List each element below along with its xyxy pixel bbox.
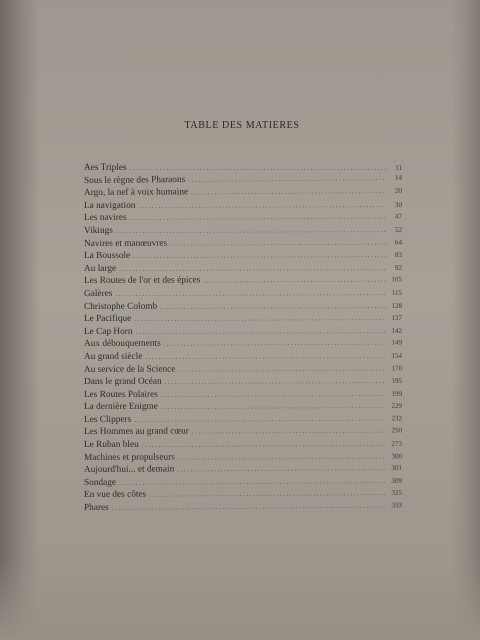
table-of-contents-page — [62, 100, 422, 540]
dot-leader — [112, 499, 386, 514]
gutter-shadow — [0, 0, 40, 640]
toc-entry-title: Le Ruban bleu — [83, 439, 139, 451]
toc-entry-page-number: 14 — [394, 173, 403, 182]
toc-entry-title: Galères — [83, 288, 113, 299]
toc-entry — [84, 274, 402, 288]
dot-leader — [130, 211, 386, 225]
toc-entry — [84, 375, 402, 389]
toc-entry-page-number: 47 — [394, 212, 403, 221]
toc-entry-page-number: 195 — [391, 376, 403, 386]
page-edge — [452, 0, 480, 640]
toc-entry-title: Les navires — [83, 213, 127, 224]
dot-leader — [161, 388, 386, 401]
toc-entry-title: La navigation — [83, 200, 136, 211]
toc-entry-title: Argo, la nef à voix humaine — [83, 187, 189, 199]
toc-entry-title: Les Routes de l'or et des épices — [83, 275, 201, 287]
toc-entry — [84, 211, 402, 225]
toc-entry-page-number: 30 — [394, 200, 403, 209]
dot-leader — [177, 462, 386, 476]
toc-entry — [84, 499, 402, 514]
toc-entry-title: Christophe Colomb — [83, 301, 158, 312]
toc-entry-page-number: 11 — [395, 164, 402, 172]
toc-entry-page-number: 300 — [391, 451, 403, 461]
toc-entry — [84, 249, 402, 263]
dot-leader — [178, 362, 386, 376]
toc-entry — [84, 425, 402, 439]
dot-leader — [142, 438, 386, 451]
toc-heading: TABLE DES MATIERES — [184, 120, 300, 131]
toc-entry — [84, 350, 402, 364]
dot-leader — [133, 249, 386, 262]
toc-entry-title: Vikings — [83, 225, 113, 236]
dot-leader — [145, 350, 386, 363]
dot-leader — [191, 185, 386, 199]
toc-entry-page-number: 170 — [391, 363, 403, 372]
dot-leader — [116, 224, 386, 238]
toc-entry-title: Navires et manœuvres — [83, 238, 168, 249]
page-bottom-shade — [0, 560, 480, 640]
toc-entry-page-number: 20 — [394, 186, 403, 196]
toc-entry — [84, 236, 402, 250]
toc-entry-title: La dernière Enigme — [83, 402, 158, 413]
toc-entry-page-number: 301 — [391, 464, 403, 473]
toc-entry — [84, 312, 402, 326]
toc-entry-title: Le Cap Horn — [83, 326, 133, 337]
dot-leader — [134, 312, 386, 325]
dot-leader — [170, 236, 386, 250]
toc-entry-title: Le Pacifique — [83, 313, 132, 325]
toc-entry — [84, 337, 402, 351]
toc-entry-page-number: 92 — [394, 263, 403, 272]
dot-leader — [203, 274, 386, 288]
toc-entry-page-number: 232 — [391, 414, 403, 423]
toc-entry-page-number: 64 — [394, 237, 403, 246]
toc-entry-page-number: 309 — [391, 476, 403, 485]
toc-entry-title: Aux débouquements — [83, 338, 161, 350]
toc-entry — [84, 224, 402, 238]
toc-entry-page-number: 325 — [391, 489, 403, 498]
toc-entry-page-number: 52 — [394, 225, 403, 234]
toc-entry-page-number: 105 — [391, 275, 403, 284]
toc-entry-title: La Boussole — [83, 250, 131, 262]
dot-leader — [160, 299, 386, 312]
toc-entry-title: Au service de la Science — [83, 364, 176, 375]
toc-entry — [84, 185, 402, 200]
toc-entry-page-number: 137 — [391, 314, 403, 323]
toc-entry-page-number: 115 — [391, 288, 403, 297]
dot-leader — [188, 171, 386, 186]
toc-entry-title: Phares — [83, 502, 109, 514]
toc-entry-page-number: 250 — [391, 426, 403, 435]
toc-entry-page-number: 149 — [391, 338, 403, 347]
dot-leader — [115, 287, 386, 301]
toc-entry-page-number: 83 — [394, 251, 403, 260]
toc-entry-page-number: 128 — [391, 301, 403, 310]
toc-entry-title: Au grand siècle — [83, 351, 143, 362]
toc-entry-title: Sondage — [83, 477, 117, 488]
toc-entry — [84, 287, 402, 301]
toc-entry-title: Les Routes Polaires — [83, 389, 158, 400]
dot-leader — [192, 425, 386, 439]
toc-entry-page-number: 154 — [391, 351, 403, 360]
toc-entry-title: En vue des côtes — [83, 490, 147, 501]
toc-entry-title: Les Clippers — [83, 414, 132, 425]
toc-list — [84, 162, 402, 515]
dot-leader — [164, 337, 386, 351]
toc-entry-page-number: 333 — [391, 501, 403, 510]
toc-entry-title: Sous le règne des Pharaons — [83, 174, 186, 186]
toc-entry-page-number: 229 — [391, 402, 403, 411]
toc-entry-title: Aes Triples — [84, 163, 127, 173]
toc-entry-title: Machines et propulseurs — [83, 452, 175, 463]
toc-entry-page-number: 199 — [391, 389, 403, 398]
toc-entry-page-number: 273 — [391, 439, 403, 448]
toc-entry-page-number: 142 — [391, 326, 403, 335]
toc-entry-title: Au large — [83, 263, 117, 274]
toc-entry-title: Les Hommes au grand cœur — [83, 426, 189, 438]
toc-entry-title: Dans le grand Océan — [83, 376, 162, 388]
toc-entry — [84, 362, 402, 376]
toc-entry-title: Aujourd'hui... et demain — [83, 464, 175, 476]
dot-leader — [165, 375, 386, 388]
